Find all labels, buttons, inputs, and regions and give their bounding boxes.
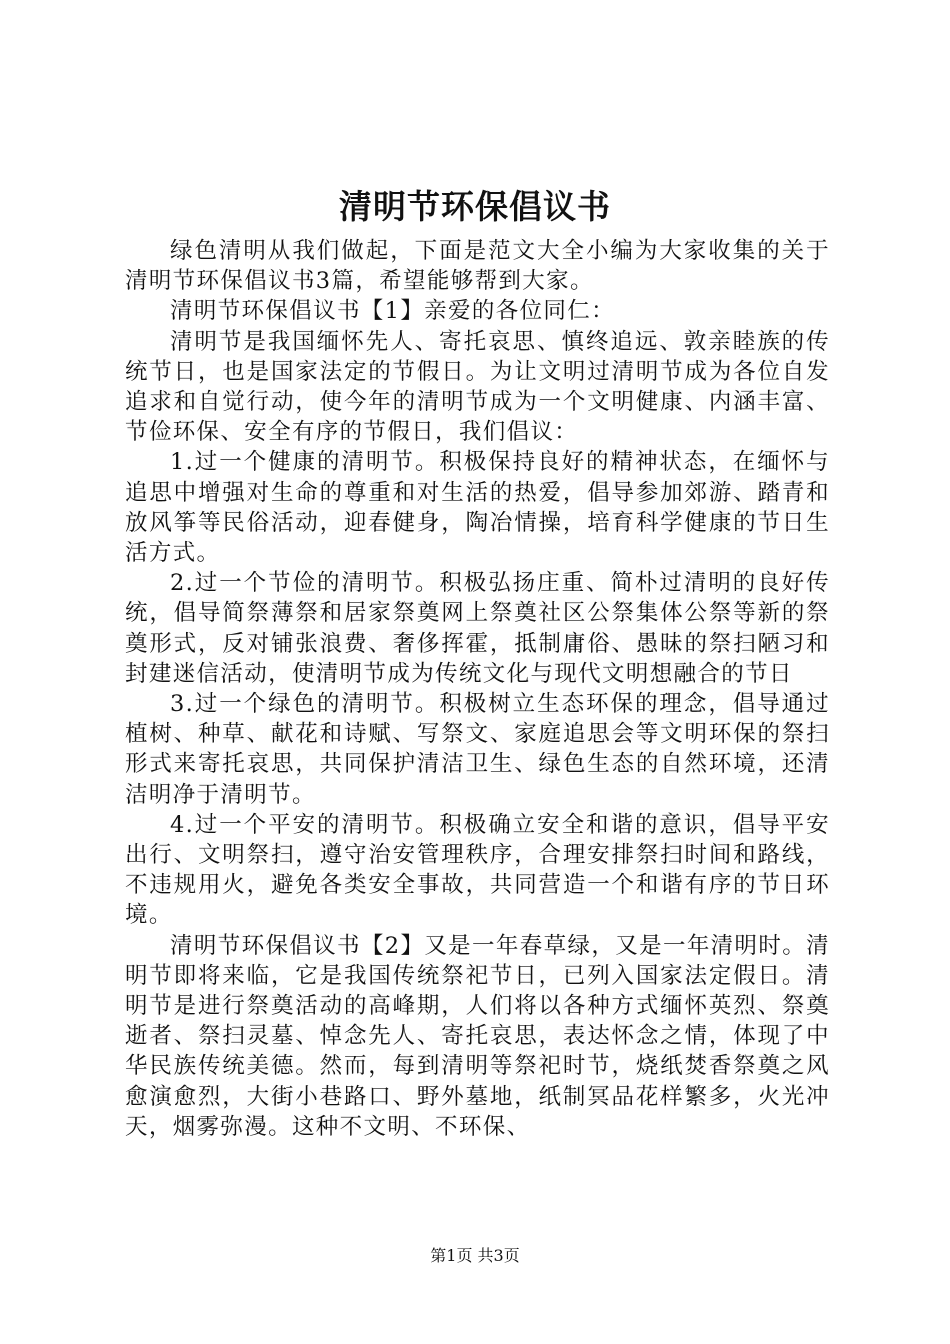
paragraph-item-4: 4.过一个平安的清明节。积极确立安全和谐的意识，倡导平安出行、文明祭扫，遵守治安管理秩序，合理安排祭扫时间和路线，不违规用火，避免各类安全事故，共同营造一个和谐有序的节日环境。 (125, 811, 830, 929)
paragraph-item-2: 2.过一个节俭的清明节。积极弘扬庄重、简朴过清明的良好传统，倡导简祭薄祭和居家祭奠网上祭奠社区公祭集体公祭等新的祭奠形式，反对铺张浪费、奢侈挥霍，抵制庸俗、愚昧的祭扫陋习和封建迷信活动，使清明节成为传统文化与现代文明想融合的节日 (125, 570, 830, 687)
paragraph-section-1-body: 清明节是我国缅怀先人、寄托哀思、慎终追远、敦亲睦族的传统节日，也是国家法定的节假日。为让文明过清明节成为各位自发追求和自觉行动，使今年的清明节成为一个文明健康、内涵丰富、节俭环保、安全有序的节假日，我们倡议： (125, 328, 830, 446)
paragraph-item-3: 3.过一个绿色的清明节。积极树立生态环保的理念，倡导通过植树、种草、献花和诗赋、写祭文、家庭追思会等文明环保的祭扫形式来寄托哀思，共同保护清洁卫生、绿色生态的自然环境，还清洁明净于清明节。 (125, 691, 830, 808)
paragraph-section-1-heading: 清明节环保倡议书【1】亲爱的各位同仁： (170, 298, 615, 325)
paragraph-intro: 绿色清明从我们做起，下面是范文大全小编为大家收集的关于清明节环保倡议书3篇，希望能够帮到大家。 (125, 238, 830, 295)
document-body (125, 236, 830, 1142)
document-title: 清明节环保倡议书 (339, 187, 611, 226)
paragraph-item-1: 1.过一个健康的清明节。积极保持良好的精神状态，在缅怀与追思中增强对生命的尊重和对生活的热爱，倡导参加郊游、踏青和放风筝等民俗活动，迎春健身，陶冶情操，培育科学健康的节日生活方式。 (125, 449, 830, 567)
paragraph-section-2: 清明节环保倡议书【2】又是一年春草绿，又是一年清明时。清明节即将来临，它是我国传统祭祀节日，已列入国家法定假日。清明节是进行祭奠活动的高峰期，人们将以各种方式缅怀英烈、祭奠逝者、祭扫灵墓、悼念先人、寄托哀思，表达怀念之情，体现了中华民族传统美德。然而，每到清明等祭祀时节，烧纸焚香祭奠之风愈演愈烈，大街小巷路口、野外墓地，纸制冥品花样繁多，火光冲天，烟雾弥漫。这种不文明、不环保、 (125, 932, 830, 1140)
page-footer: 第1页 共3页 (430, 1246, 520, 1265)
